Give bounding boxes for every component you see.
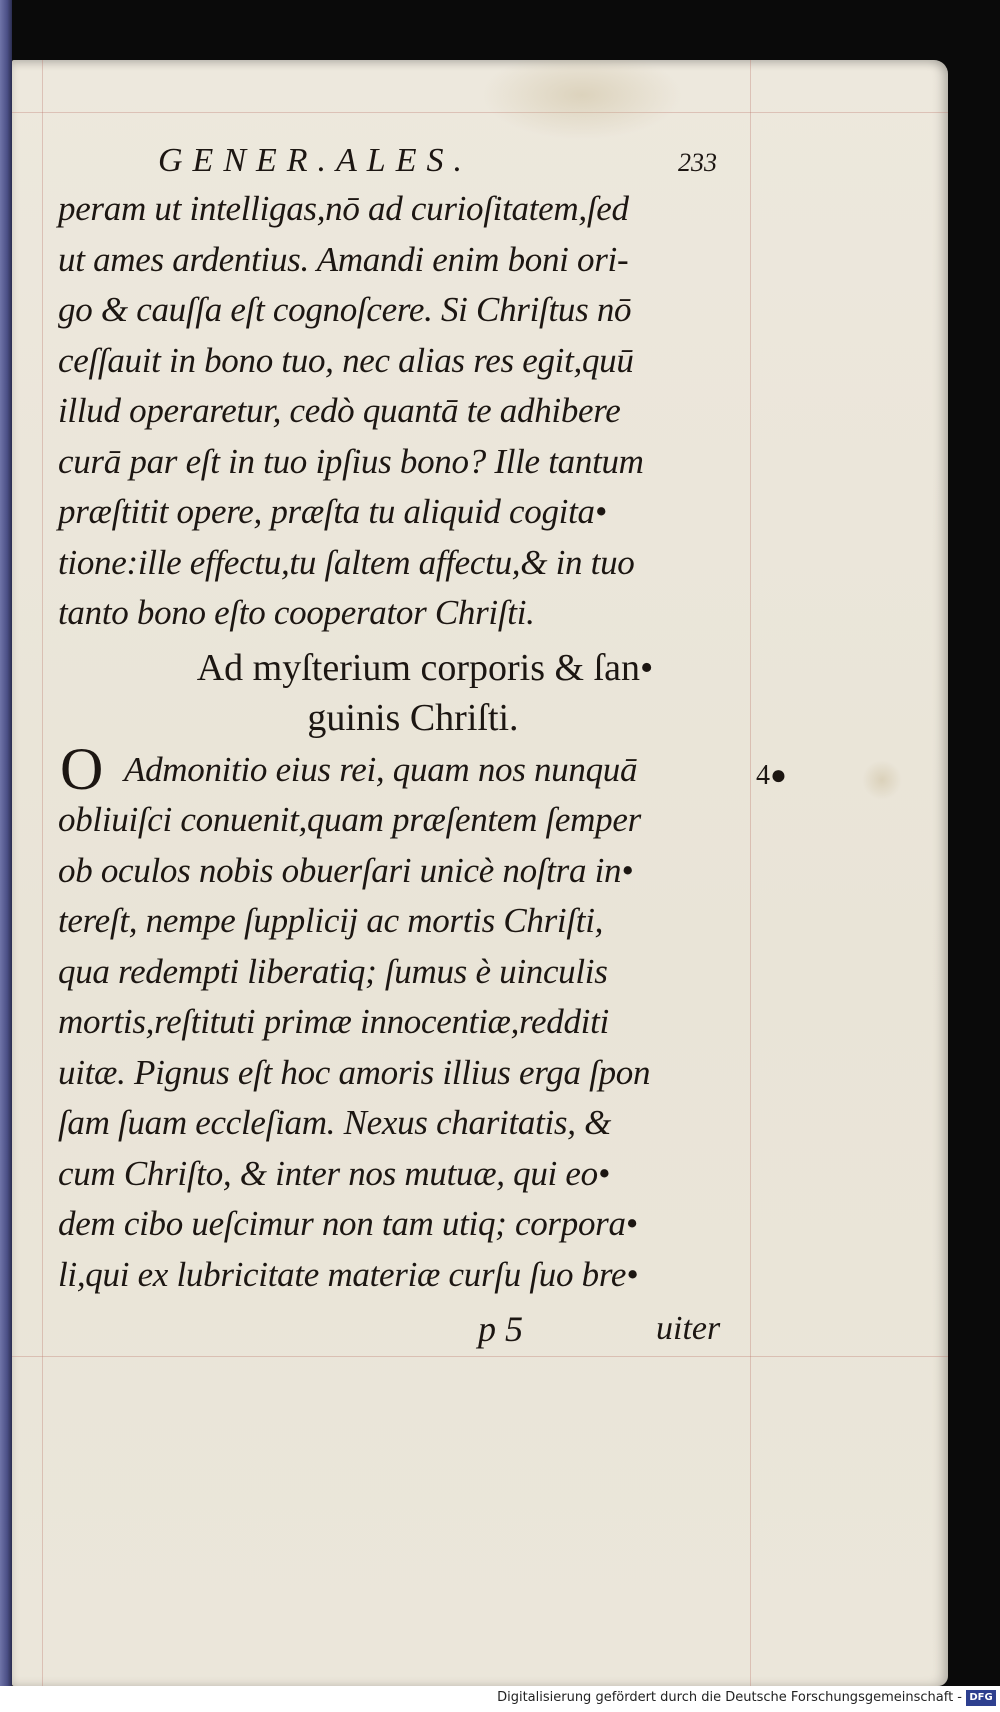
dfg-logo: DFG <box>966 1690 996 1706</box>
footer-credit: Digitalisierung gefördert durch die Deutsche Forschungsgemeinschaft - <box>497 1690 962 1705</box>
ruled-line-right <box>750 60 751 1686</box>
text-line: obliuiſci conuenit,quam præſentem ſemper <box>58 800 641 839</box>
text-line: tanto bono eſto cooperator Chriſti. <box>58 593 535 632</box>
text-line: dem cibo ueſcimur non tam utiq; corpora• <box>58 1204 638 1243</box>
page-number: 233 <box>678 148 717 177</box>
text-line: mortis,reſtituti primæ innocentiæ,redditi <box>58 1002 609 1041</box>
text-line: peram ut intelligas,nō ad curioſitatem,ſed <box>58 189 629 228</box>
catchword: uiter <box>656 1310 721 1347</box>
text-line: ut ames ardentius. Amandi enim boni ori- <box>58 239 629 279</box>
section-heading-line-1: Ad myſterium corporis & ſan• <box>196 646 654 689</box>
drop-initial: O <box>60 735 104 802</box>
signature-mark: p 5 <box>478 1309 523 1349</box>
paragraph-top <box>58 184 748 639</box>
text-line-first <box>58 735 748 802</box>
text-line: tereſt, nempe ſupplicij ac mortis Chriſti, <box>58 901 604 940</box>
text-line: uitæ. Pignus eſt hoc amoris illius erga ſpon <box>58 1052 651 1092</box>
marginal-number: 4● <box>756 760 787 791</box>
running-head <box>58 130 748 190</box>
text-line: illud operaretur, cedò quantā te adhibere <box>58 391 621 430</box>
text-line: cum Chriſto, & inter nos mutuæ, qui eo• <box>58 1153 610 1193</box>
paper-spot <box>862 760 902 800</box>
paragraph-second <box>58 735 748 1301</box>
running-title: GENER.ALES. <box>158 142 472 179</box>
paper-stain <box>482 60 682 140</box>
text-line: li,qui ex lubricitate materiæ curſu ſuo bre• <box>58 1254 639 1294</box>
adjacent-page-edge <box>0 0 12 1712</box>
text-line: ſam ſuam eccleſiam. Nexus charitatis, & <box>58 1103 612 1142</box>
ruled-line-bottom <box>12 1356 948 1357</box>
text-line: curā par eſt in tuo ipſius bono? Ille tantum <box>58 441 644 481</box>
text-line: præſtitit opere, præſta tu aliquid cogita• <box>58 492 607 531</box>
digitization-footer <box>0 1686 1000 1712</box>
text-line: tione:ille effectu,tu ſaltem affectu,& in tuo <box>58 542 635 582</box>
text-line: ceſſauit in bono tuo, nec alias res egit,quū <box>58 340 634 380</box>
text-line-first-content: Admonitio eius rei, quam nos nunquā <box>124 749 638 789</box>
section-heading-line-2: guinis Chriſti. <box>307 696 519 739</box>
text-line: qua redempti liberatiq; ſumus è uinculis <box>58 951 608 991</box>
page-text <box>58 132 748 1356</box>
catchline <box>58 1304 748 1356</box>
ruled-line-top <box>12 112 948 113</box>
ruled-line-left <box>42 60 43 1686</box>
text-line: go & cauſſa eſt cognoſcere. Si Chriſtus nō <box>58 290 632 329</box>
text-line: ob oculos nobis obuerſari unicè noſtra in• <box>58 850 634 890</box>
